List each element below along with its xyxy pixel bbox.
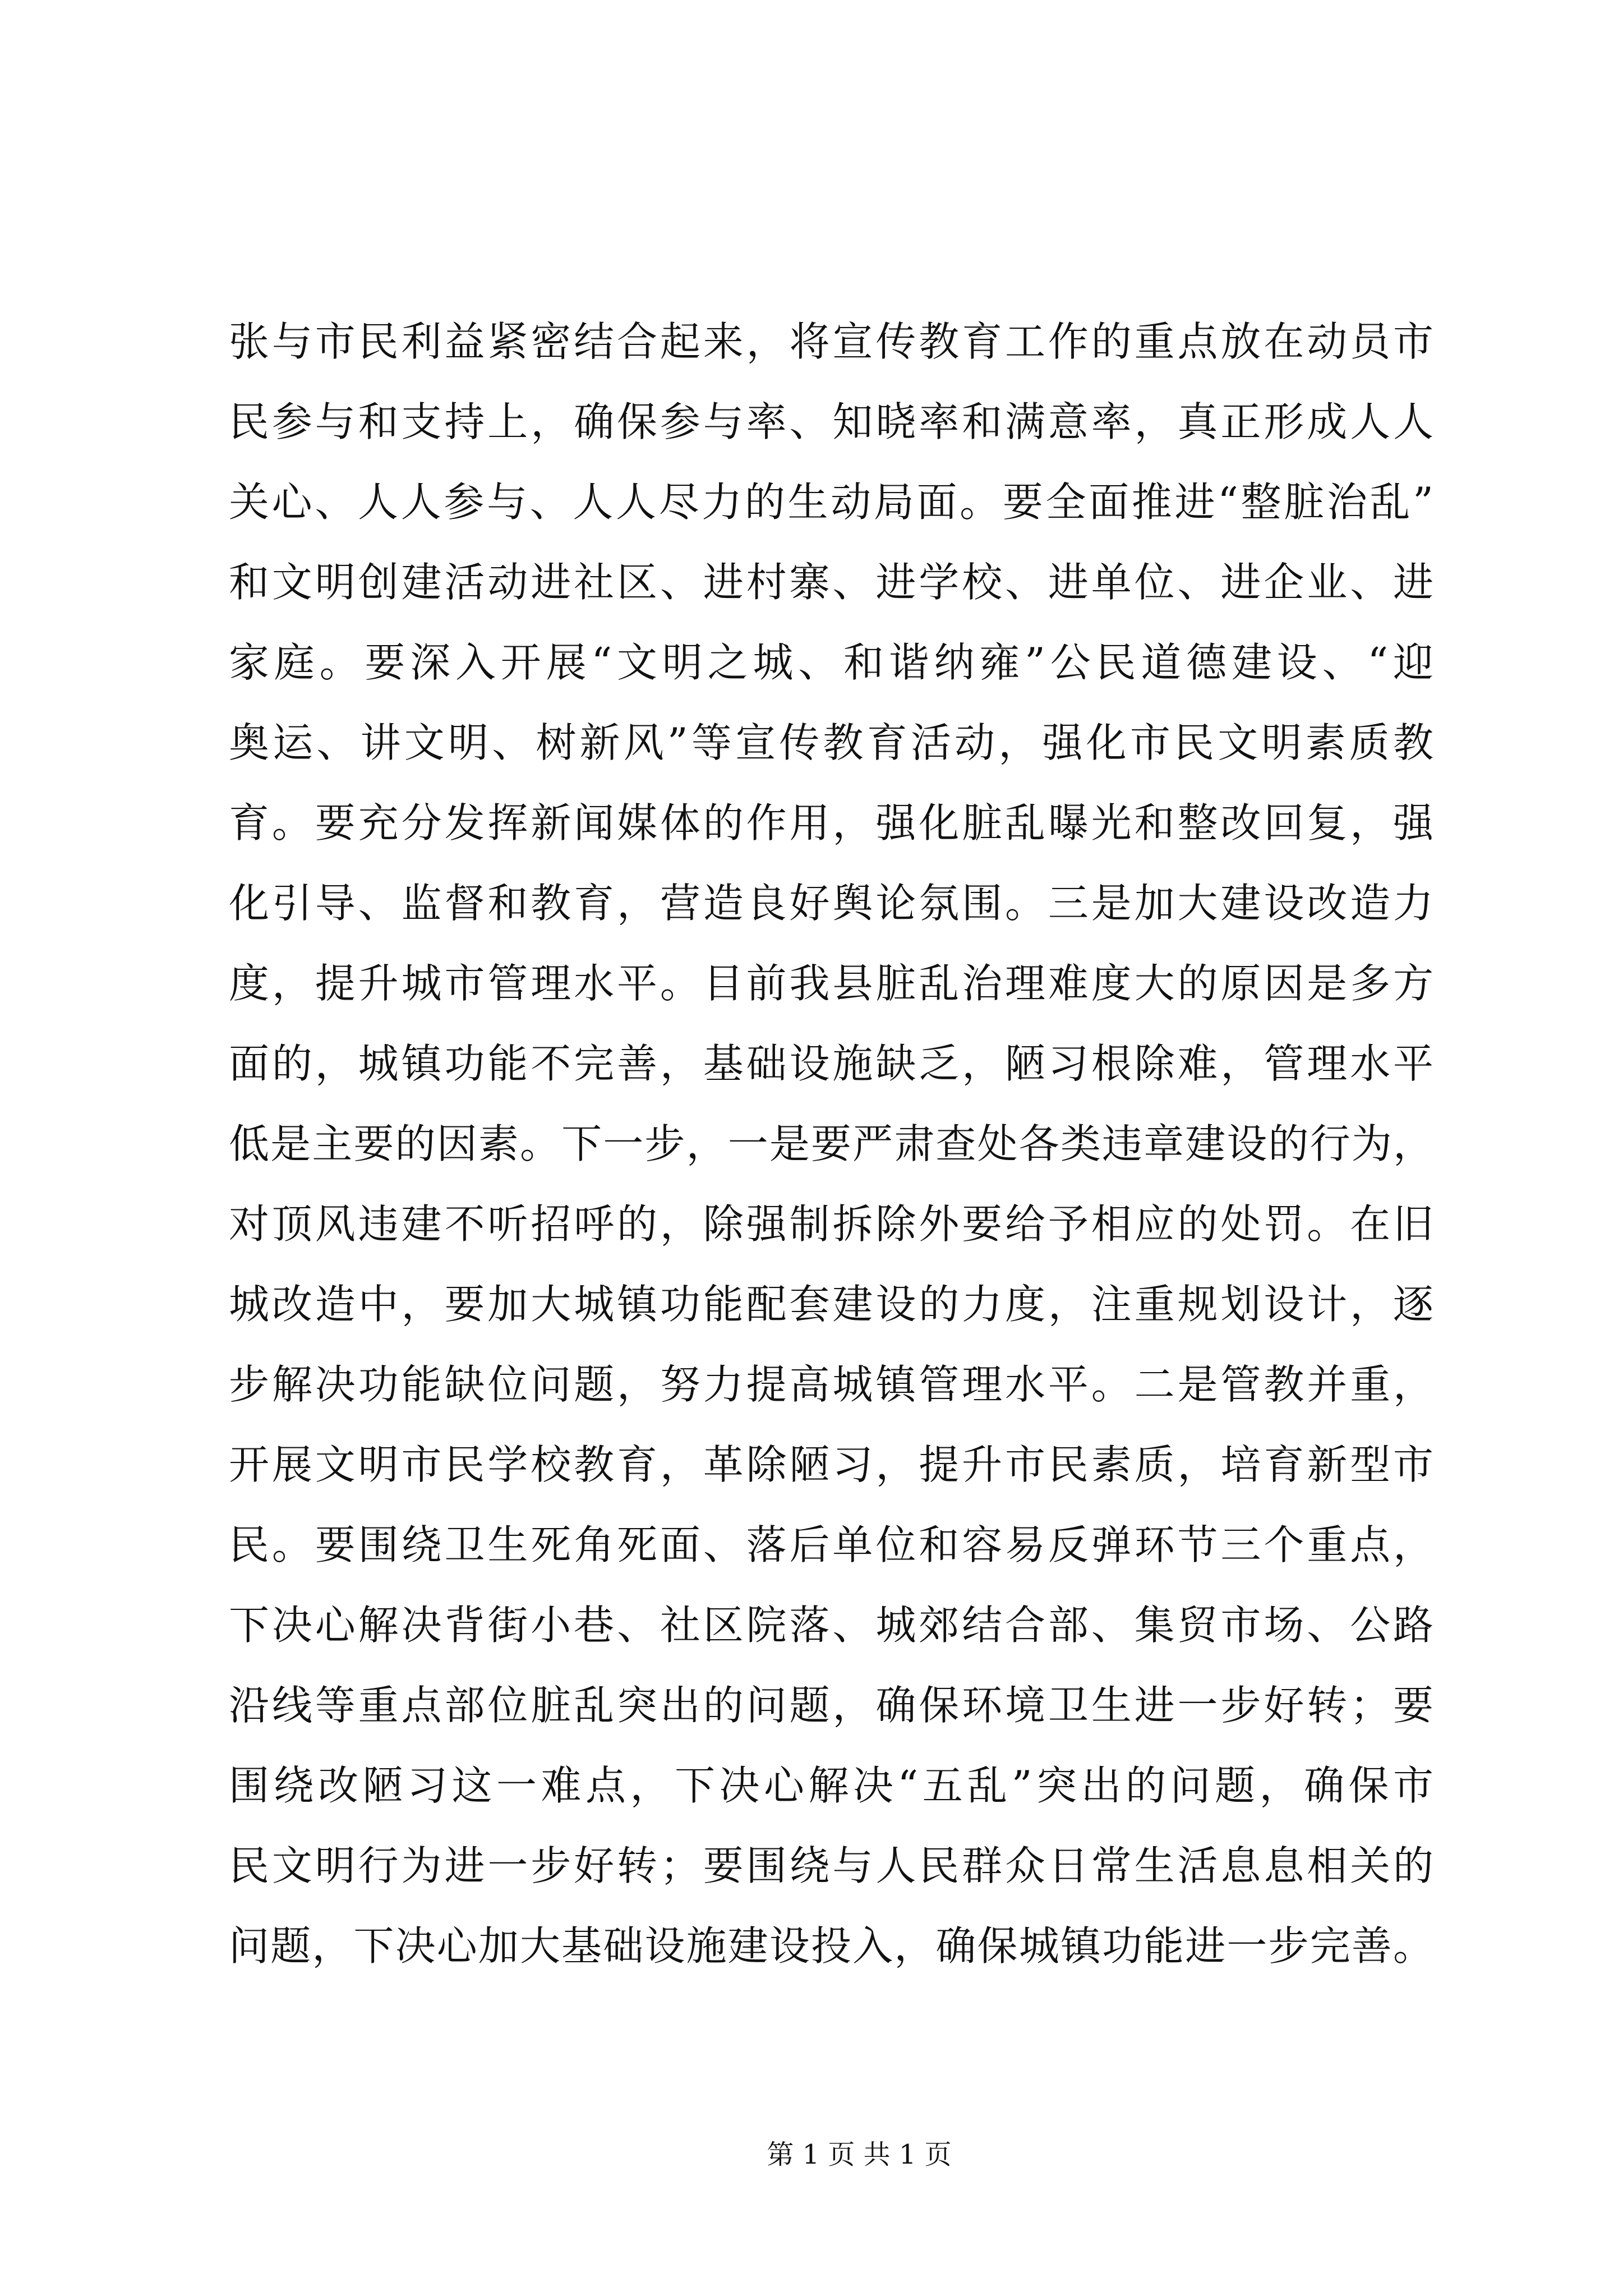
page-number-footer: 第 1 页 共 1 页 <box>767 2139 952 2170</box>
text-line: 开展文明市民学校教育，革除陋习，提升市民素质，培育新型市 <box>229 1441 1433 1488</box>
text-line: 民参与和支持上，确保参与率、知晓率和满意率，真正形成人人 <box>229 398 1433 445</box>
text-line: 民。要围绕卫生死角死面、落后单位和容易反弹环节三个重点， <box>229 1521 1433 1568</box>
text-line: 下决心解决背街小巷、社区院落、城郊结合部、集贸市场、公路 <box>229 1602 1433 1649</box>
text-line: 步解决功能缺位问题，努力提高城镇管理水平。二是管教并重， <box>229 1361 1433 1408</box>
text-line: 和文明创建活动进社区、进村寨、进学校、进单位、进企业、进 <box>229 559 1433 606</box>
text-line: 对顶风违建不听招呼的，除强制拆除外要给予相应的处罚。在旧 <box>229 1200 1433 1248</box>
body-text <box>229 302 1433 1986</box>
text-line: 问题，下决心加大基础设施建设投入，确保城镇功能进一步完善。 <box>229 1922 1433 1970</box>
text-line: 围绕改陋习这一难点，下决心解决“五乱”突出的问题，确保市 <box>229 1762 1433 1809</box>
text-line: 民文明行为进一步好转；要围绕与人民群众日常生活息息相关的 <box>229 1842 1433 1889</box>
text-line: 低是主要的因素。下一步，一是要严肃查处各类违章建设的行为， <box>229 1120 1433 1167</box>
text-line: 张与市民利益紧密结合起来，将宣传教育工作的重点放在动员市 <box>229 318 1433 365</box>
text-line: 家庭。要深入开展“文明之城、和谐纳雍”公民道德建设、“迎 <box>229 639 1433 686</box>
text-line: 奥运、讲文明、树新风”等宣传教育活动，强化市民文明素质教 <box>229 719 1433 766</box>
text-line: 关心、人人参与、人人尽力的生动局面。要全面推进“整脏治乱” <box>229 478 1433 526</box>
text-line: 面的，城镇功能不完善，基础设施缺乏，陋习根除难，管理水平 <box>229 1040 1433 1087</box>
text-line: 度，提升城市管理水平。目前我县脏乱治理难度大的原因是多方 <box>229 960 1433 1007</box>
text-line: 沿线等重点部位脏乱突出的问题，确保环境卫生进一步好转；要 <box>229 1682 1433 1729</box>
text-line: 城改造中，要加大城镇功能配套建设的力度，注重规划设计，逐 <box>229 1281 1433 1328</box>
text-line: 育。要充分发挥新闻媒体的作用，强化脏乱曝光和整改回复，强 <box>229 799 1433 846</box>
text-line: 化引导、监督和教育，营造良好舆论氛围。三是加大建设改造力 <box>229 880 1433 927</box>
